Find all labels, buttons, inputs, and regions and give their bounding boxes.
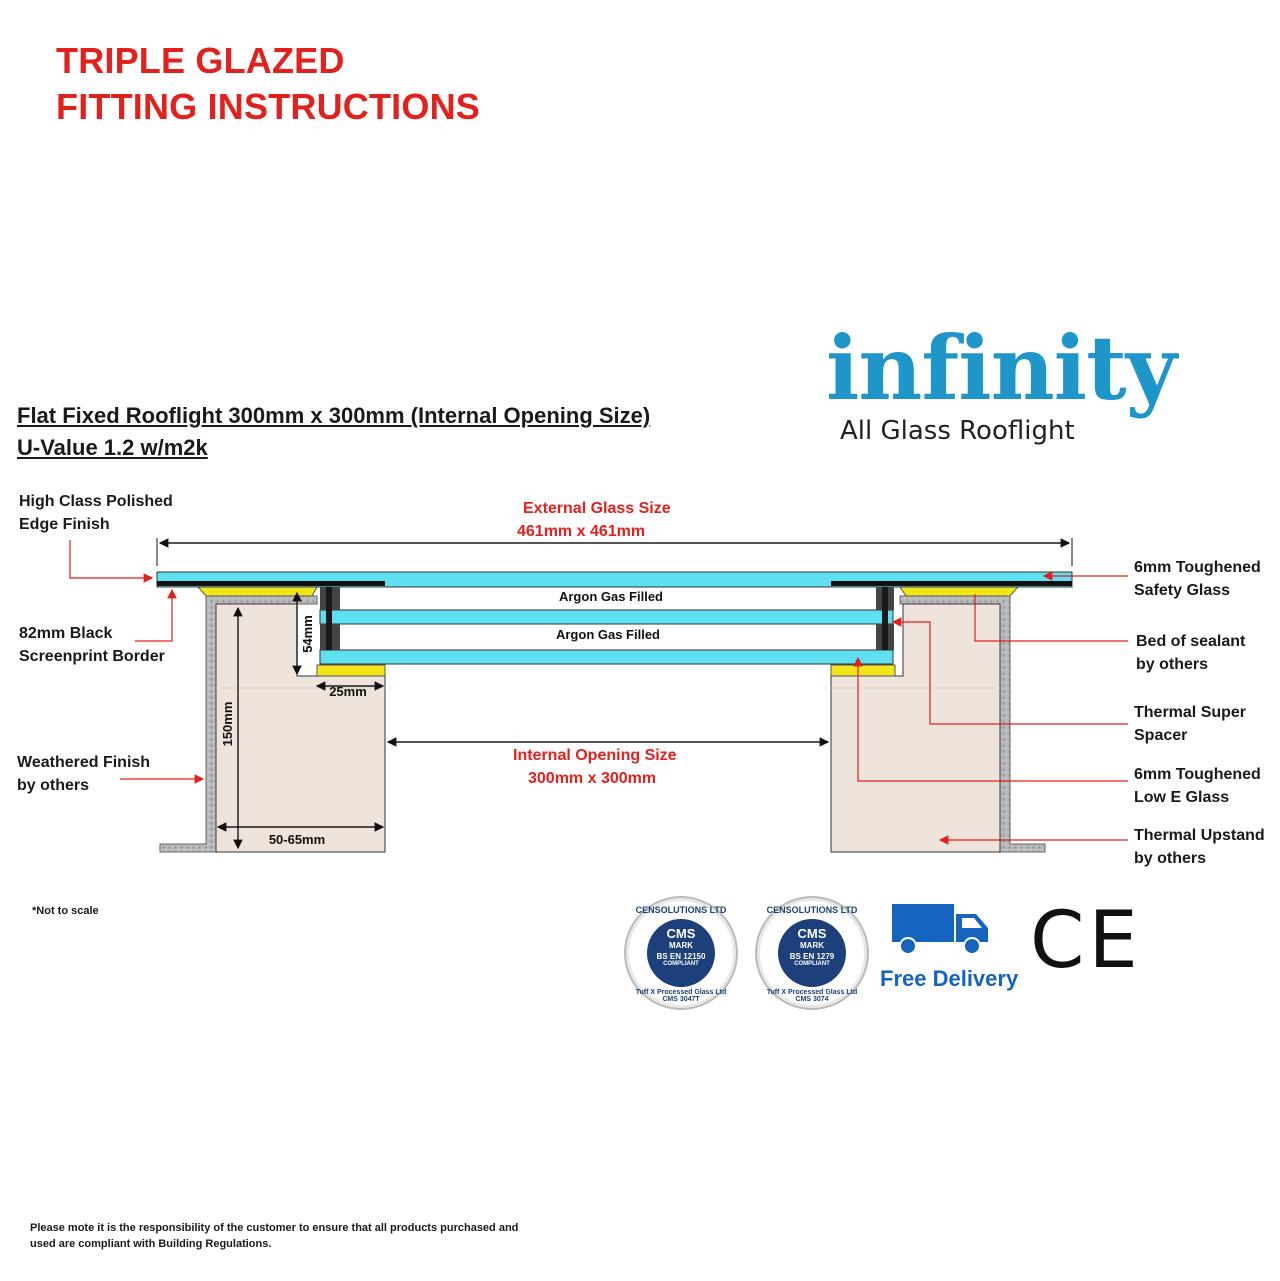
argon-lower-text: Argon Gas Filled	[555, 627, 661, 642]
badge-mark: MARK	[669, 941, 693, 950]
badge-standard: BS EN 12150	[656, 952, 706, 961]
disclaimer	[30, 1220, 518, 1252]
label-spacer	[1134, 701, 1246, 747]
badge-ring-top: CENSOLUTIONS LTD	[635, 905, 727, 915]
label-toughened-line1: 6mm Toughened	[1134, 559, 1261, 576]
badge-compliant: COMPLIANT	[794, 961, 830, 967]
label-upstand-line2: by others	[1134, 850, 1207, 867]
sealant-top-right	[900, 587, 1018, 596]
leader-edge-finish	[70, 540, 152, 578]
label-border-line1: 82mm Black	[19, 625, 113, 642]
cms-badge-12150	[626, 898, 736, 1008]
internal-size-value: 300mm x 300mm	[528, 770, 657, 787]
label-edge-finish-line2: Edge Finish	[19, 516, 110, 533]
not-to-scale-note: *Not to scale	[32, 905, 99, 917]
label-lowe-line1: 6mm Toughened	[1134, 766, 1261, 783]
sealant-top-left	[198, 587, 317, 596]
label-upstand	[1134, 824, 1265, 870]
internal-size-title: Internal Opening Size	[513, 747, 677, 764]
disclaimer-line1: Please mote it is the responsibility of the customer to ensure that all products purchased and	[30, 1222, 519, 1234]
subtitle-line-1: Flat Fixed Rooflight 300mm x 300mm (Internal Opening Size)	[17, 403, 651, 428]
dim-54-text: 54mm	[300, 615, 315, 653]
infinity-logo-wordmark: infinity	[826, 316, 1176, 420]
free-delivery-label: Free Delivery	[880, 966, 1019, 991]
disclaimer-line2: used are compliant with Building Regulations.	[30, 1238, 272, 1250]
label-spacer-line2: Spacer	[1134, 727, 1188, 744]
sealant-low-left	[317, 665, 385, 676]
label-sealant	[1136, 630, 1245, 676]
screenprint-border-left	[157, 581, 385, 586]
title-line-2: FITTING INSTRUCTIONS	[56, 86, 480, 127]
middle-glass-pane	[320, 610, 893, 624]
label-toughened-glass	[1134, 556, 1261, 602]
badge-ring-top: CENSOLUTIONS LTD	[766, 905, 858, 915]
badge-compliant: COMPLIANT	[663, 961, 699, 967]
dim-150-text: 150mm	[220, 701, 235, 747]
dim-25-text: 25mm	[329, 684, 367, 699]
label-weathered-finish	[17, 751, 150, 797]
external-size-value: 461mm x 461mm	[517, 523, 646, 540]
badge-center	[778, 919, 846, 987]
dim-50-65-text: 50-65mm	[268, 832, 326, 847]
ce-mark: CE	[1030, 896, 1142, 986]
label-sealant-line1: Bed of sealant	[1136, 633, 1246, 650]
argon-upper-text: Argon Gas Filled	[558, 589, 664, 604]
sealant-low-right	[831, 665, 895, 676]
badge-center	[647, 919, 715, 987]
label-spacer-line1: Thermal Super	[1134, 704, 1247, 721]
label-lowe-glass	[1134, 763, 1261, 809]
badge-cms: CMS	[797, 926, 827, 941]
label-weathered-line2: by others	[17, 777, 90, 794]
label-screenprint-border	[19, 622, 165, 668]
badge-ring-bottom: Tuff X Processed Glass Ltd CMS 3047T	[635, 989, 727, 1003]
infinity-logo-tagline: All Glass Rooflight	[840, 416, 1075, 446]
badge-ring-bottom: Tuff X Processed Glass Ltd CMS 3074	[766, 989, 858, 1003]
label-toughened-line2: Safety Glass	[1134, 582, 1231, 599]
label-lowe-line2: Low E Glass	[1134, 789, 1230, 806]
subtitle-line-2: U-Value 1.2 w/m2k	[17, 435, 208, 460]
label-edge-finish-line1: High Class Polished	[19, 493, 173, 510]
inner-glass-pane	[320, 650, 893, 664]
cms-badge-1279	[757, 898, 867, 1008]
badge-mark: MARK	[800, 941, 824, 950]
screenprint-border-right	[831, 581, 1072, 586]
truck-icon	[890, 902, 994, 958]
label-edge-finish	[19, 490, 173, 536]
label-upstand-line1: Thermal Upstand	[1134, 827, 1265, 844]
title-line-1: TRIPLE GLAZED	[56, 40, 345, 81]
external-size-title: External Glass Size	[523, 500, 671, 517]
label-weathered-line1: Weathered Finish	[17, 754, 151, 771]
label-sealant-line2: by others	[1136, 656, 1209, 673]
badge-standard: BS EN 1279	[789, 952, 835, 961]
badge-cms: CMS	[666, 926, 696, 941]
label-border-line2: Screenprint Border	[19, 648, 165, 665]
